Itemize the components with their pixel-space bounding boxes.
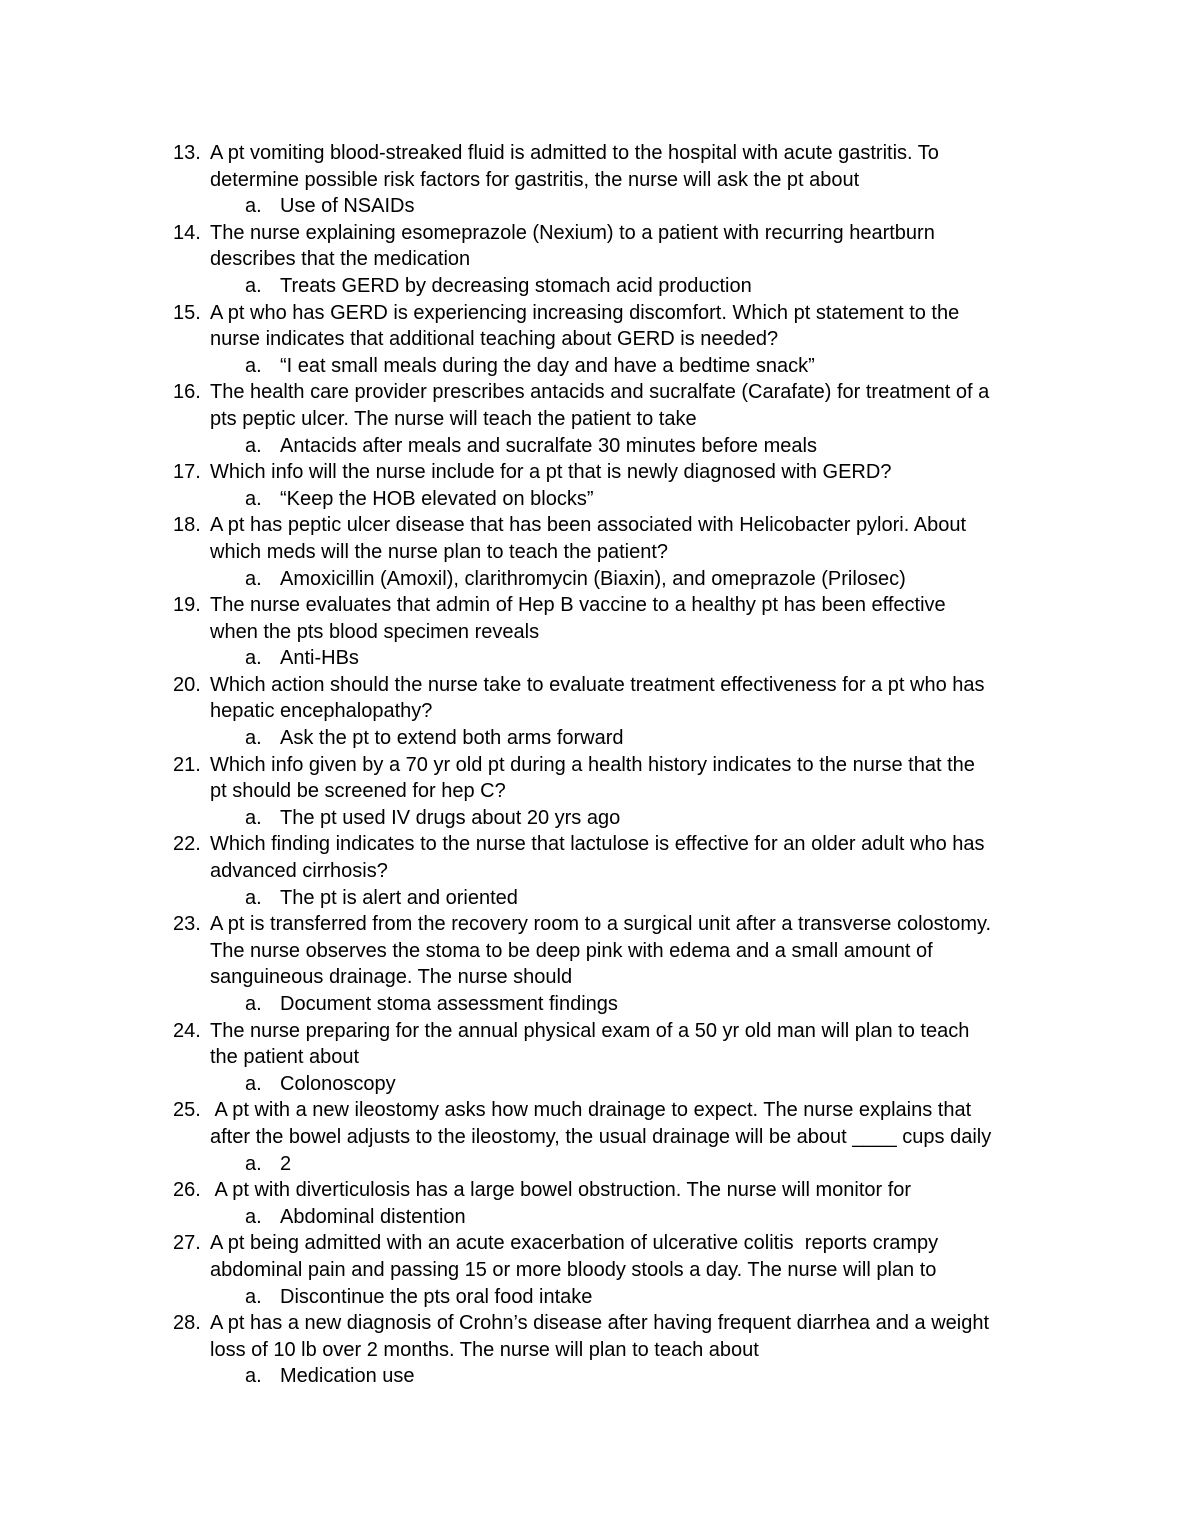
question-item [0, 831, 1190, 911]
answer-item [0, 433, 1190, 460]
question-text-line: the patient about [210, 1046, 360, 1069]
answer-item [0, 1363, 1190, 1390]
answer-item [0, 991, 1190, 1018]
answer-item [0, 193, 1190, 220]
answer-text: “I eat small meals during the day and have a bedtime snack” [280, 354, 815, 377]
question-text-line: determine possible risk factors for gastritis, the nurse will ask the pt about [210, 168, 860, 191]
answer-letter: a. [245, 1365, 262, 1388]
answer-text: Ask the pt to extend both arms forward [280, 727, 624, 750]
question-text-line: nurse indicates that additional teaching about GERD is needed? [210, 328, 779, 351]
question-text-line: The health care provider prescribes antacids and sucralfate (Carafate) for treatment of a [210, 381, 990, 404]
answer-text: 2 [280, 1152, 292, 1175]
question-number: 15. [173, 301, 201, 324]
question-number: 24. [173, 1019, 201, 1042]
answer-letter: a. [245, 1152, 262, 1175]
answer-letter: a. [245, 354, 262, 377]
question-item [0, 672, 1190, 752]
question-text-line: pt should be screened for hep C? [210, 780, 506, 803]
question-number: 13. [173, 142, 201, 164]
answer-text: Treats GERD by decreasing stomach acid production [280, 274, 752, 297]
answer-letter: a. [245, 727, 262, 750]
answer-text: Use of NSAIDs [280, 195, 415, 218]
answer-text: Colonoscopy [280, 1072, 396, 1095]
answer-text: Amoxicillin (Amoxil), clarithromycin (Biaxin), and omeprazole (Prilosec) [280, 567, 906, 590]
question-number: 26. [173, 1179, 201, 1202]
document-page [0, 140, 1190, 1390]
question-text-line: A pt has a new diagnosis of Crohn’s disease after having frequent diarrhea and a weight [210, 1312, 990, 1335]
answer-letter: a. [245, 993, 262, 1015]
question-number: 18. [173, 514, 201, 537]
question-item [0, 1018, 1190, 1098]
question-item [0, 1230, 1190, 1310]
question-number: 20. [173, 673, 201, 696]
question-text-line: A pt being admitted with an acute exacerbation of ulcerative colitis reports crampy [210, 1232, 939, 1255]
answer-item [0, 1284, 1190, 1311]
answer-letter: a. [245, 1285, 262, 1308]
question-item [0, 592, 1190, 672]
question-text-line: A pt is transferred from the recovery room to a surgical unit after a transverse colostomy. [210, 913, 992, 936]
answer-text: Anti-HBs [280, 647, 359, 670]
answer-item [0, 645, 1190, 672]
question-item [0, 300, 1190, 380]
question-text-line: advanced cirrhosis? [210, 860, 388, 883]
question-number: 23. [173, 913, 201, 936]
question-item [0, 459, 1190, 512]
question-item [0, 1310, 1190, 1390]
answer-text: The pt used IV drugs about 20 yrs ago [280, 806, 621, 829]
question-text-line: The nurse evaluates that admin of Hep B vaccine to a healthy pt has been effective [210, 594, 946, 617]
question-number: 19. [173, 594, 201, 617]
answer-item [0, 885, 1190, 912]
question-text-line: Which action should the nurse take to evaluate treatment effectiveness for a pt who has [210, 673, 985, 696]
answer-item [0, 725, 1190, 752]
question-text-line: which meds will the nurse plan to teach the patient? [210, 540, 669, 563]
question-text-line: Which finding indicates to the nurse that lactulose is effective for an older adult who has [210, 833, 985, 856]
question-item [0, 379, 1190, 459]
question-text-line: The nurse observes the stoma to be deep pink with edema and a small amount of [210, 939, 933, 962]
answer-letter: a. [245, 434, 262, 457]
answer-letter: a. [245, 195, 262, 218]
question-item [0, 752, 1190, 832]
answer-text: Medication use [280, 1365, 415, 1388]
question-text-line: A pt who has GERD is experiencing increasing discomfort. Which pt statement to the [210, 301, 960, 324]
answer-letter: a. [245, 806, 262, 829]
answer-item [0, 1071, 1190, 1098]
answer-letter: a. [245, 487, 262, 510]
answer-text: Antacids after meals and sucralfate 30 minutes before meals [280, 434, 817, 457]
question-item [0, 1097, 1190, 1177]
answer-letter: a. [245, 1205, 262, 1228]
answer-item [0, 273, 1190, 300]
question-text-line: A pt with a new ileostomy asks how much drainage to expect. The nurse explains that [210, 1099, 972, 1122]
question-text-line: describes that the medication [210, 248, 471, 271]
question-text-line: Which info given by a 70 yr old pt during a health history indicates to the nurse that the [210, 753, 975, 776]
question-item [0, 911, 1190, 1017]
question-number: 16. [173, 381, 201, 404]
question-item [0, 1177, 1190, 1230]
question-item [0, 140, 1190, 220]
answer-item [0, 486, 1190, 513]
question-text-line: loss of 10 lb over 2 months. The nurse will plan to teach about [210, 1338, 759, 1361]
question-text-line: after the bowel adjusts to the ileostomy, the usual drainage will be about ____ cups daily [210, 1125, 992, 1148]
question-text-line: abdominal pain and passing 15 or more bloody stools a day. The nurse will plan to [210, 1258, 937, 1281]
answer-text: Abdominal distention [280, 1205, 466, 1228]
question-number: 21. [173, 753, 201, 776]
question-number: 27. [173, 1232, 201, 1255]
question-number: 22. [173, 833, 201, 856]
question-text-line: pts peptic ulcer. The nurse will teach the patient to take [210, 407, 697, 430]
answer-text: Discontinue the pts oral food intake [280, 1285, 593, 1308]
answer-letter: a. [245, 274, 262, 297]
question-number: 25. [173, 1099, 201, 1122]
question-text-line: A pt with diverticulosis has a large bowel obstruction. The nurse will monitor for [210, 1179, 912, 1202]
question-number: 17. [173, 461, 201, 484]
question-text-line: when the pts blood specimen reveals [210, 620, 540, 643]
answer-text: Document stoma assessment findings [280, 993, 618, 1015]
answer-letter: a. [245, 647, 262, 670]
question-text-line: The nurse explaining esomeprazole (Nexium) to a patient with recurring heartburn [210, 221, 935, 244]
question-item [0, 512, 1190, 592]
question-text-line: A pt vomiting blood-streaked fluid is admitted to the hospital with acute gastritis. To [210, 142, 939, 164]
answer-item [0, 353, 1190, 380]
answer-text: “Keep the HOB elevated on blocks” [280, 487, 594, 510]
question-text-line: A pt has peptic ulcer disease that has been associated with Helicobacter pylori. About [210, 514, 967, 537]
question-number: 14. [173, 221, 201, 244]
question-number: 28. [173, 1312, 201, 1335]
answer-letter: a. [245, 567, 262, 590]
answer-item [0, 566, 1190, 593]
answer-letter: a. [245, 1072, 262, 1095]
question-text-line: sanguineous drainage. The nurse should [210, 966, 573, 989]
question-text-line: hepatic encephalopathy? [210, 700, 433, 723]
answer-text: The pt is alert and oriented [280, 886, 518, 909]
answer-item [0, 1151, 1190, 1178]
question-text-line: The nurse preparing for the annual physical exam of a 50 yr old man will plan to teach [210, 1019, 970, 1042]
answer-letter: a. [245, 886, 262, 909]
answer-item [0, 1204, 1190, 1231]
question-item [0, 220, 1190, 300]
question-text-line: Which info will the nurse include for a pt that is newly diagnosed with GERD? [210, 461, 892, 484]
answer-item [0, 805, 1190, 832]
